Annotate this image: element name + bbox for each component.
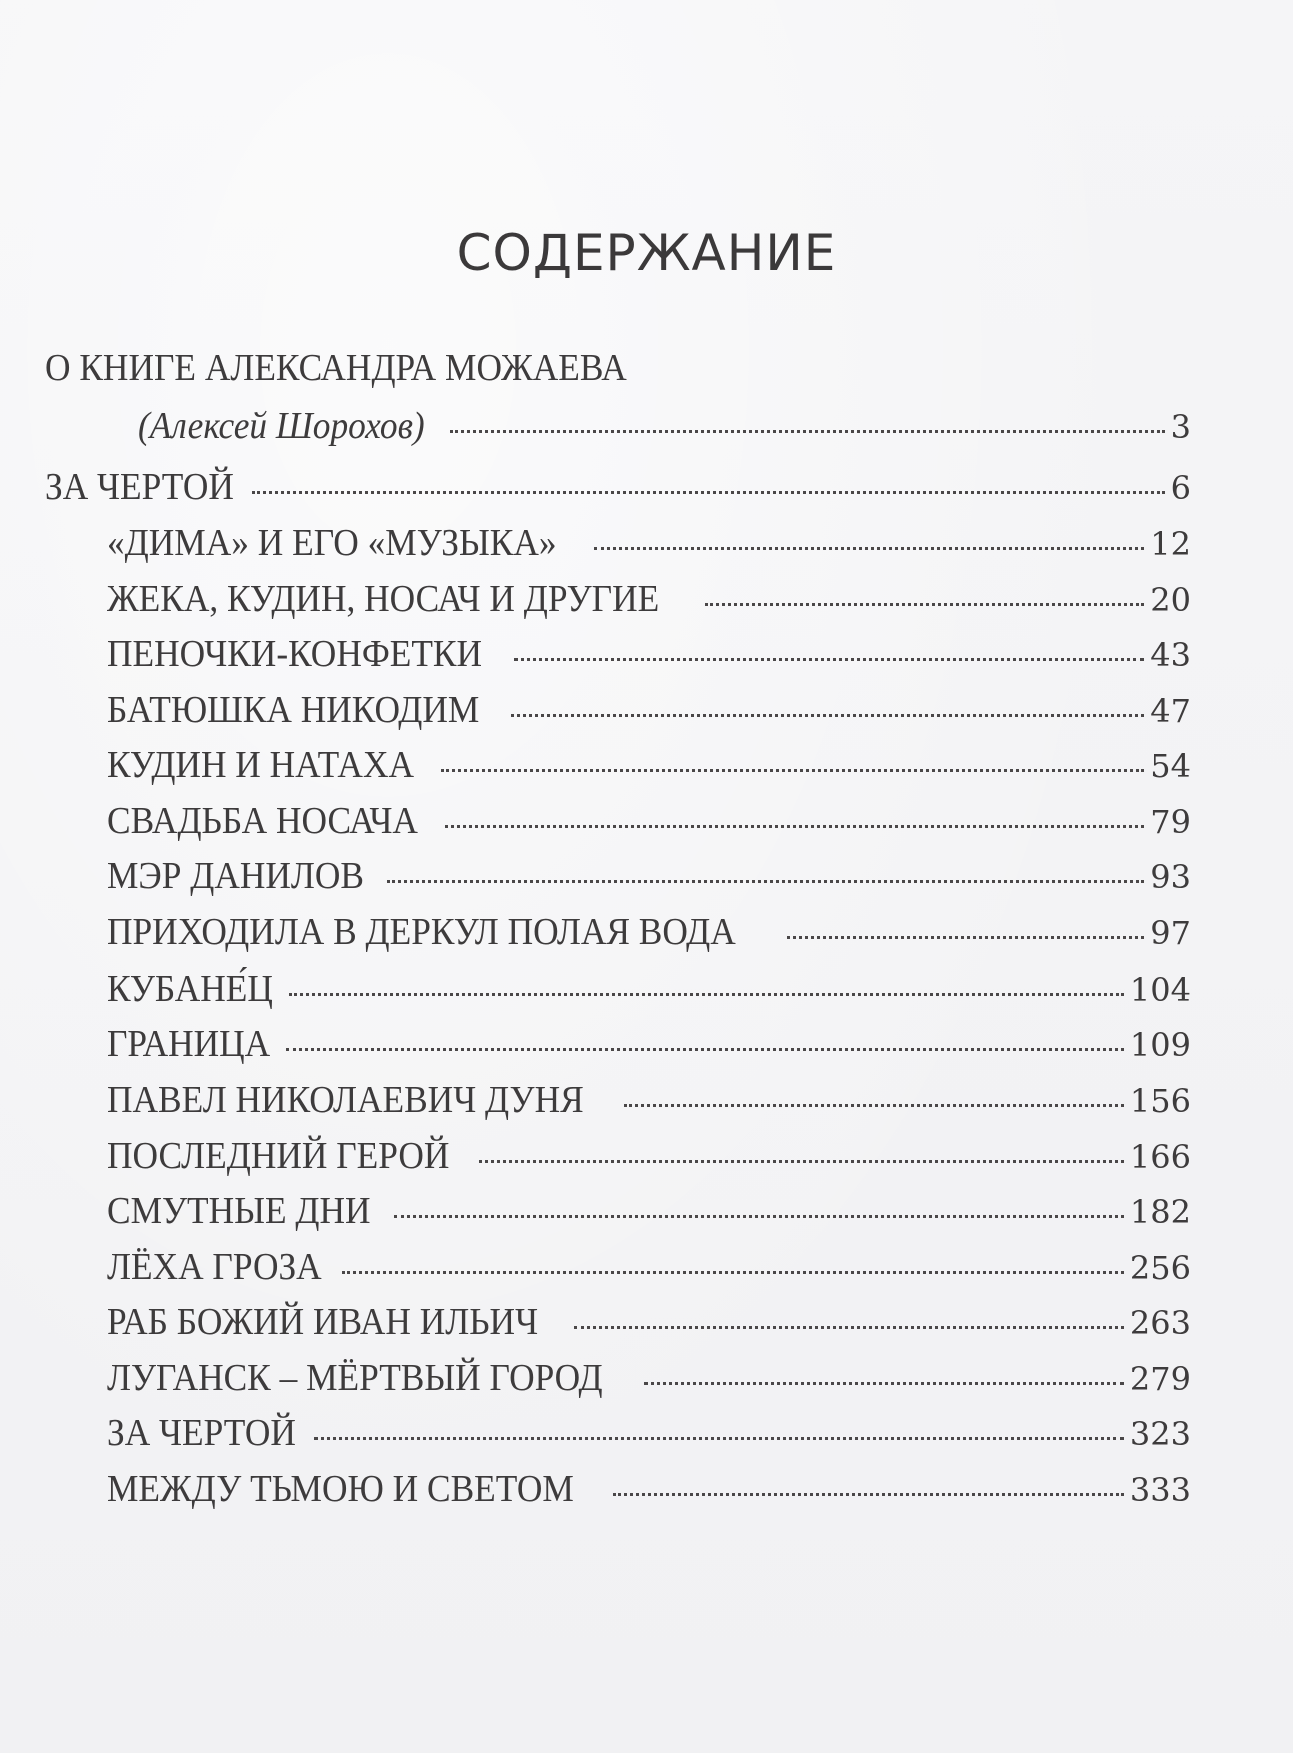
toc-entry (107, 1414, 1191, 1452)
toc-entry-label: КУДИН И НАТАХА (107, 744, 414, 786)
dot-leader (594, 547, 1144, 550)
dot-leader (787, 936, 1144, 939)
toc-entry-page: 97 (1150, 914, 1191, 952)
toc-entry-page: 104 (1129, 971, 1191, 1009)
dot-leader (450, 430, 1164, 433)
toc-entry (107, 691, 1191, 729)
toc-entry (107, 580, 1191, 618)
toc-entry-label: КУБАНЕ́Ц (107, 968, 273, 1010)
dot-leader (574, 1326, 1123, 1329)
toc-entry-label: ПОСЛЕДНИЙ ГЕРОЙ (107, 1135, 450, 1177)
toc-entry-page: 6 (1170, 469, 1191, 507)
toc-entry-label: «ДИМА» И ЕГО «МУЗЫКА» (107, 522, 557, 564)
dot-leader (705, 603, 1145, 606)
toc-entry (107, 746, 1191, 784)
toc-entry-label: МЭР ДАНИЛОВ (107, 855, 364, 897)
toc-entry-label: ПРИХОДИЛА В ДЕРКУЛ ПОЛАЯ ВОДА (107, 911, 736, 953)
toc-entry (107, 1081, 1191, 1119)
toc-entry (107, 1137, 1191, 1175)
toc-entry-label: ГРАНИЦА (107, 1023, 271, 1065)
toc-entry-label: СВАДЬБА НОСАЧА (107, 800, 418, 842)
toc-entry-page: 3 (1170, 408, 1191, 446)
toc-entry-label: СМУТНЫЕ ДНИ (107, 1190, 371, 1232)
toc-entry-label: ЛУГАНСК – МЁРТВЫЙ ГОРОД (107, 1357, 603, 1399)
toc-entry (107, 1470, 1191, 1508)
toc-entry-label: РАБ БОЖИЙ ИВАН ИЛЬИЧ (107, 1301, 539, 1343)
toc-entry-label: ПАВЕЛ НИКОЛАЕВИЧ ДУНЯ (107, 1079, 584, 1121)
toc-entry-page: 156 (1129, 1082, 1191, 1120)
toc-entry-label: (Алексей Шорохов) (138, 405, 425, 447)
dot-leader (394, 1215, 1124, 1218)
toc-entry-part (45, 468, 1191, 506)
toc-entry-page: 166 (1129, 1138, 1191, 1176)
toc-entry (107, 1303, 1191, 1341)
toc-entry-page: 109 (1129, 1026, 1191, 1064)
toc-entry-page: 182 (1129, 1193, 1191, 1231)
toc-entry-label: ЖЕКА, КУДИН, НОСАЧ И ДРУГИЕ (107, 578, 660, 620)
toc-entry-label: ЗА ЧЕРТОЙ (107, 1412, 296, 1454)
toc-entry-page: 93 (1150, 858, 1191, 896)
dot-leader (514, 658, 1144, 661)
toc-entry (107, 524, 1191, 562)
toc-entry-label: ЗА ЧЕРТОЙ (45, 466, 234, 508)
toc-entry-label: ПЕНОЧКИ-КОНФЕТКИ (107, 633, 483, 675)
toc-entry-intro-author (138, 407, 1191, 445)
page-title: СОДЕРЖАНИЕ (456, 224, 837, 282)
toc-entry (107, 802, 1191, 840)
toc-entry-page: 43 (1150, 636, 1191, 674)
dot-leader (644, 1382, 1124, 1385)
toc-entry-page: 12 (1150, 525, 1191, 563)
toc-entry-page: 279 (1129, 1360, 1191, 1398)
toc-entry-page: 323 (1129, 1415, 1191, 1453)
dot-leader (314, 1437, 1124, 1440)
toc-entry (107, 1025, 1191, 1063)
toc-entry-page: 256 (1129, 1249, 1191, 1287)
toc-entry-label: МЕЖДУ ТЬМОЮ И СВЕТОМ (107, 1468, 574, 1510)
dot-leader (441, 769, 1144, 772)
dot-leader (342, 1271, 1124, 1274)
dot-leader (387, 880, 1144, 883)
toc-entry-page: 47 (1150, 692, 1191, 730)
toc-entry-page: 263 (1129, 1304, 1191, 1342)
toc-entry-label: ЛЁХА ГРОЗА (107, 1246, 322, 1288)
toc-entry-page: 79 (1150, 803, 1191, 841)
dot-leader (286, 1048, 1123, 1051)
toc-entry-label: БАТЮШКА НИКОДИМ (107, 689, 480, 731)
toc-entry-page: 20 (1150, 581, 1191, 619)
toc-intro-heading: О КНИГЕ АЛЕКСАНДРА МОЖАЕВА (45, 347, 627, 389)
toc-entry (107, 635, 1191, 673)
toc-entry (107, 1192, 1191, 1230)
toc-entry (107, 1359, 1191, 1397)
dot-leader (289, 993, 1124, 996)
toc-entry (107, 970, 1191, 1008)
dot-leader (511, 714, 1144, 717)
toc-entry (107, 857, 1191, 895)
toc-entry-page: 333 (1129, 1471, 1191, 1509)
toc-entry (107, 1248, 1191, 1286)
dot-leader (624, 1104, 1124, 1107)
dot-leader (479, 1160, 1124, 1163)
toc-entry (107, 913, 1191, 951)
dot-leader (445, 825, 1144, 828)
dot-leader (252, 491, 1165, 494)
toc-entry-page: 54 (1150, 747, 1191, 785)
dot-leader (613, 1493, 1124, 1496)
